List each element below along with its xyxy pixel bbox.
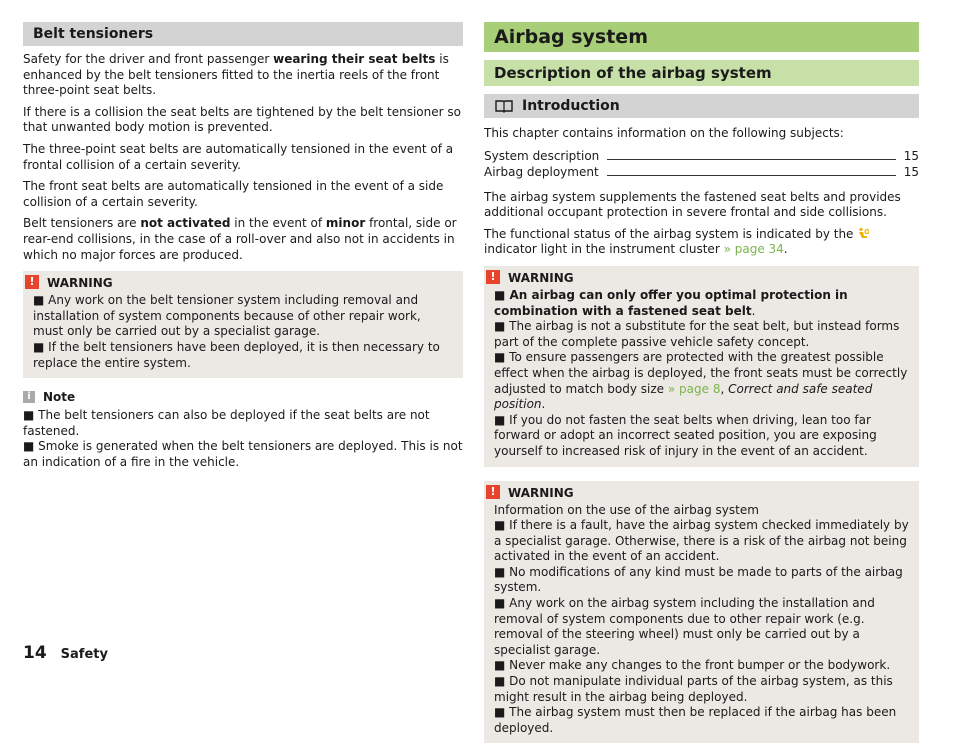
warning-item: ■ If there is a fault, have the airbag system checked immediately by a specialist garage. Otherwise, there is a risk of the airbag not being activated in the event of an accident. bbox=[494, 518, 909, 564]
toc-row[interactable] bbox=[484, 164, 919, 180]
page-link[interactable]: » page 8 bbox=[667, 381, 721, 396]
note-icon: i bbox=[23, 391, 35, 403]
toc-page: 15 bbox=[903, 148, 919, 163]
warning-icon: ! bbox=[486, 270, 500, 284]
warning-item: ■ No modifications of any kind must be made to parts of the airbag system. bbox=[494, 564, 903, 595]
book-icon bbox=[494, 99, 514, 113]
warning-item: ■ Never make any changes to the front bumper or the bodywork. bbox=[494, 658, 891, 673]
warning-item: ■ Do not manipulate individual parts of the airbag system, as this might result in the airbag being deployed. bbox=[494, 674, 893, 704]
chapter-heading-airbag-system: Airbag system bbox=[484, 22, 919, 52]
warning-item: ■ The airbag is not a substitute for the seat belt, but instead forms part of the complete passive vehicle safety concept. bbox=[494, 319, 900, 349]
page-link[interactable]: » page 34 bbox=[723, 242, 784, 257]
warning-icon: ! bbox=[486, 485, 500, 499]
note-heading: i Note bbox=[23, 390, 463, 404]
warning-title: WARNING bbox=[47, 276, 113, 291]
toc-leader bbox=[607, 175, 896, 176]
warning-item: ■ An airbag can only offer you optimal protection in combination with a fastened seat belt. bbox=[494, 287, 848, 318]
warning-item: ■ If the belt tensioners have been deployed, it is then necessary to replace the entire system. bbox=[33, 339, 440, 370]
section-heading-description: Description of the airbag system bbox=[484, 60, 919, 86]
toc-page: 15 bbox=[903, 164, 919, 179]
note-item: ■ Smoke is generated when the belt tensioners are deployed. This is not an indication of a fire in the vehicle. bbox=[23, 439, 463, 469]
warning-title: WARNING bbox=[508, 485, 574, 500]
footer-section-label: Safety bbox=[60, 647, 108, 662]
warning-item: ■ To ensure passengers are protected with the greatest possible effect when the airbag is deployed, the front seats must be correctly adjusted to match body size » page 8, Correct and safe seated position. bbox=[494, 350, 908, 412]
paragraph: The airbag system supplements the fastened seat belts and provides additional occupant protection in severe frontal and side collisions. bbox=[484, 189, 901, 220]
warning-item: Information on the use of the airbag system bbox=[494, 502, 759, 517]
toc-label: System description bbox=[484, 148, 600, 163]
toc-label: Airbag deployment bbox=[484, 164, 599, 179]
intro-text: This chapter contains information on the following subjects: bbox=[484, 126, 844, 140]
paragraph: The front seat belts are automatically tensioned in the event of a side collision of a certain severity. bbox=[23, 179, 444, 209]
warning-box bbox=[23, 271, 463, 378]
note-item: ■ The belt tensioners can also be deployed if the seat belts are not fastened. bbox=[23, 408, 430, 438]
paragraph: The three-point seat belts are automatically tensioned in the event of a frontal collision of a certain severity. bbox=[23, 141, 454, 172]
toc-row[interactable] bbox=[484, 148, 919, 164]
right-column bbox=[484, 22, 919, 753]
paragraph: The functional status of the airbag system is indicated by the indicator light in the instrument cluster » page 34. bbox=[484, 227, 919, 258]
warning-title: WARNING bbox=[508, 270, 574, 285]
warning-icon: ! bbox=[25, 275, 39, 289]
section-heading-belt-tensioners: Belt tensioners bbox=[23, 22, 463, 46]
warning-box bbox=[484, 266, 919, 467]
warning-item: ■ Any work on the airbag system including the installation and removal of system components due to other repair work (e.g. removal of the steering wheel) must only be carried out by a specialist garage. bbox=[494, 596, 875, 657]
warning-item: ■ If you do not fasten the seat belts when driving, lean too far forward or adopt an incorrect seated position, you are exposing yourself to increased risk of injury in the event of an accident. bbox=[494, 412, 877, 458]
toc-leader bbox=[607, 159, 895, 160]
page-number: 14 bbox=[23, 643, 47, 663]
warning-item: ■ Any work on the belt tensioner system including removal and installation of system components because of other repair work, must only be carried out by a specialist garage. bbox=[33, 293, 421, 339]
paragraph: If there is a collision the seat belts are tightened by the belt tensioner so that unwanted body motion is prevented. bbox=[23, 104, 461, 135]
airbag-indicator-icon bbox=[857, 227, 869, 239]
page-footer bbox=[23, 643, 108, 663]
left-column bbox=[23, 22, 463, 476]
warning-item: ■ The airbag system must then be replaced if the airbag has been deployed. bbox=[494, 705, 897, 735]
paragraph: Safety for the driver and front passenger wearing their seat belts is enhanced by the belt tensioners fitted to the inertia reels of the front three-point seat belts. bbox=[23, 52, 449, 98]
warning-box bbox=[484, 481, 919, 744]
intro-heading: Introduction bbox=[484, 94, 919, 118]
paragraph: Belt tensioners are not activated in the event of minor frontal, side or rear-end collisions, in the case of a roll-over and also not in accidents in which no major forces are produced. bbox=[23, 216, 457, 262]
